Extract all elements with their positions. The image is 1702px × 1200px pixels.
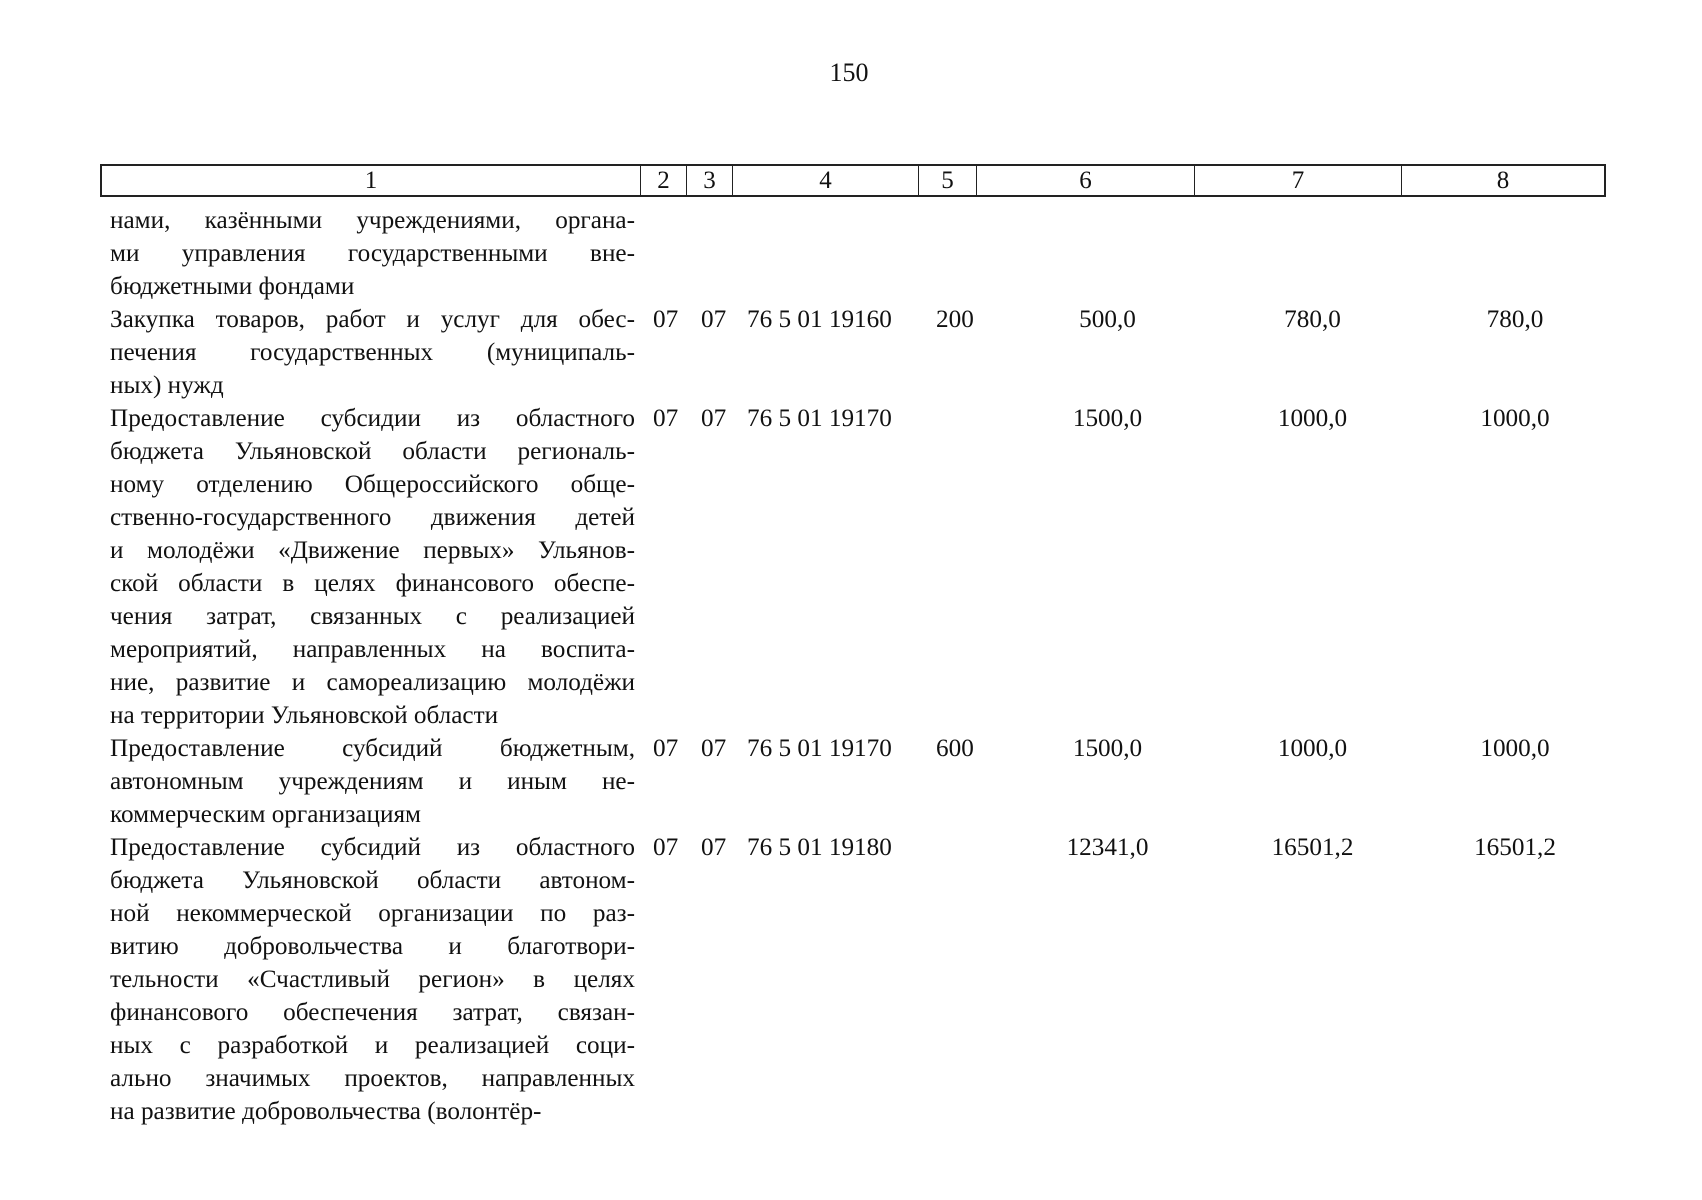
description-line: ной некоммерческой организации по раз- (110, 900, 635, 927)
row-col-4: 76 5 01 19170 (747, 405, 892, 432)
description-line: на развитие добровольчества (волонтёр- (110, 1098, 542, 1125)
row-description (110, 303, 635, 402)
table-row (110, 732, 1610, 831)
description-line: ально значимых проектов, направленных (110, 1065, 635, 1092)
page-number (0, 58, 1702, 88)
row-col-8: 1000,0 (1480, 735, 1550, 762)
description-line: печения государственных (муниципаль- (110, 339, 635, 366)
table-body (110, 204, 1610, 1128)
description-line: витию добровольчества и благотвори- (110, 933, 635, 960)
row-col-8: 1000,0 (1480, 405, 1550, 432)
description-line: Предоставление субсидии из областного (110, 405, 635, 432)
row-col-6: 1500,0 (1072, 735, 1143, 762)
description-line: финансового обеспечения затрат, связан- (110, 999, 635, 1026)
header-col-5: 5 (919, 166, 977, 195)
row-col-4: 76 5 01 19180 (747, 834, 892, 861)
table-row (110, 303, 1610, 402)
row-col-5: 200 (936, 306, 974, 333)
row-col-2: 07 (653, 405, 679, 432)
description-line: ми управления государственными вне- (110, 240, 635, 267)
description-line: чения затрат, связанных с реализацией (110, 603, 635, 630)
row-col-3: 07 (701, 306, 727, 333)
header-col-1: 1 (102, 166, 641, 195)
header-col-2: 2 (641, 166, 687, 195)
header-col-4: 4 (733, 166, 919, 195)
row-description (110, 402, 635, 732)
row-col-3: 07 (701, 405, 727, 432)
table-row (110, 402, 1610, 732)
row-description (110, 204, 635, 303)
row-col-8: 16501,2 (1474, 834, 1556, 861)
row-col-3: 07 (701, 735, 727, 762)
row-description (110, 831, 635, 1128)
table-row (110, 204, 1610, 303)
description-line: тельности «Счастливый регион» в целях (110, 966, 635, 993)
row-col-2: 07 (653, 306, 679, 333)
header-col-3: 3 (687, 166, 733, 195)
row-col-2: 07 (653, 834, 679, 861)
description-line: на территории Ульяновской области (110, 702, 499, 729)
description-line: ных) нужд (110, 372, 224, 399)
description-line: нами, казёнными учреждениями, органа- (110, 207, 635, 234)
row-col-5: 600 (936, 735, 974, 762)
description-line: бюджета Ульяновской области региональ- (110, 438, 635, 465)
row-col-7: 1000,0 (1277, 735, 1348, 762)
description-line: бюджетными фондами (110, 273, 355, 300)
row-col-6: 500,0 (1079, 306, 1136, 333)
row-col-8: 780,0 (1486, 306, 1544, 333)
description-line: бюджета Ульяновской области автоном- (110, 867, 635, 894)
row-col-7: 780,0 (1284, 306, 1341, 333)
row-col-4: 76 5 01 19160 (747, 306, 892, 333)
description-line: ской области в целях финансового обеспе- (110, 570, 635, 597)
header-col-8: 8 (1496, 167, 1510, 194)
row-col-3: 07 (701, 834, 727, 861)
row-col-4: 76 5 01 19170 (747, 735, 892, 762)
description-line: ному отделению Общероссийского обще- (110, 471, 635, 498)
description-line: ние, развитие и самореализацию молодёжи (110, 669, 635, 696)
description-line: ственно-государственного движения детей (110, 504, 635, 531)
description-line: и молодёжи «Движение первых» Ульянов- (110, 537, 635, 564)
table-row (110, 831, 1610, 1128)
header-col-6: 6 (977, 166, 1195, 195)
row-col-7: 1000,0 (1277, 405, 1348, 432)
description-line: Закупка товаров, работ и услуг для обес- (110, 306, 635, 333)
table-header (100, 164, 1606, 197)
description-line: Предоставление субсидий бюджетным, (110, 735, 635, 762)
header-col-7: 7 (1195, 166, 1402, 195)
row-description (110, 732, 635, 831)
row-col-6: 1500,0 (1072, 405, 1143, 432)
row-col-6: 12341,0 (1066, 834, 1149, 861)
description-line: коммерческим организациям (110, 801, 421, 828)
description-line: ных с разработкой и реализацией соци- (110, 1032, 635, 1059)
row-col-7: 16501,2 (1271, 834, 1354, 861)
page-number-text: 150 (829, 58, 869, 87)
description-line: Предоставление субсидий из областного (110, 834, 635, 861)
description-line: автономным учреждениям и иным не- (110, 768, 635, 795)
description-line: мероприятий, направленных на воспита- (110, 636, 635, 663)
row-col-2: 07 (653, 735, 679, 762)
